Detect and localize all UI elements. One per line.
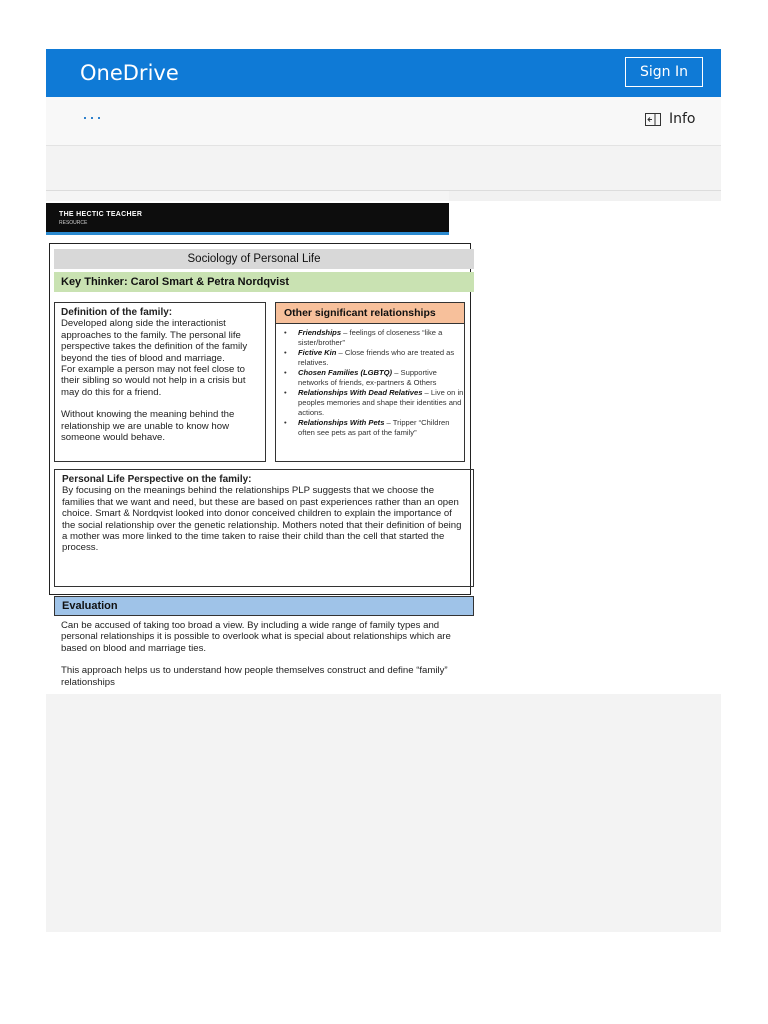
- evaluation-text: [61, 620, 471, 699]
- evaluation-para-2: This approach helps us to understand how people themselves construct and define “family” relationships: [61, 665, 448, 688]
- spacer: [46, 146, 721, 190]
- definition-para-2: For example a person may not feel close to their sibling so would not help in a crisis but may do this for a friend.: [61, 364, 246, 398]
- resource-brand: THE HECTIC TEACHER: [59, 211, 143, 218]
- document-page: [46, 201, 464, 695]
- worksheet-title: Sociology of Personal Life: [54, 249, 474, 269]
- top-bar: [46, 49, 721, 97]
- viewer-top-strip: [46, 191, 449, 201]
- plp-box: [54, 469, 474, 587]
- other-relationships-heading: Other significant relationships: [276, 303, 464, 324]
- resource-header: [46, 203, 449, 235]
- other-relationships-list: [276, 324, 464, 438]
- plp-heading: Personal Life Perspective on the family:: [62, 474, 252, 485]
- list-item: • Friendships – feelings of closeness “like a sister/brother”: [284, 328, 464, 348]
- info-pane-icon: [645, 113, 661, 126]
- viewer-top-strip-right: [449, 191, 721, 201]
- info-label: Info: [669, 111, 696, 127]
- viewer-background: [46, 694, 721, 932]
- list-item: • Relationships With Pets – Tripper “Children often see pets as part of the family”: [284, 418, 464, 438]
- resource-sub: RESOURCE: [59, 220, 88, 226]
- document-viewer[interactable]: [46, 190, 721, 695]
- list-item: • Chosen Families (LGBTQ) – Supportive networks of friends, ex-partners & Others: [284, 368, 464, 388]
- info-button[interactable]: [645, 111, 696, 127]
- key-thinker-bar: Key Thinker: Carol Smart & Petra Nordqvist: [54, 272, 474, 292]
- definition-heading: Definition of the family:: [61, 307, 173, 318]
- definition-box: [54, 302, 266, 462]
- plp-text: By focusing on the meanings behind the relationships PLP suggests that we choose the families that we want and need, but these are based on past experiences rather than an open choice. Smart & Nordqvist looked into donor conceived children to explain the importance of the social relationship over the genetic relationship. Mothers noted that their definition of being a mother was more linked to the time taken to raise their child than the cell that started the process.: [62, 485, 462, 554]
- evaluation-para-1: Can be accused of taking too broad a view. By including a wide range of family types and personal relationships it is possible to overlook what is special about relationships which are based on blood and marriage ties.: [61, 620, 451, 654]
- definition-para-1: Developed along side the interactionist approaches to the family. The personal life perspective takes the definition of the family beyond the ties of blood and marriage.: [61, 318, 248, 364]
- command-bar: [46, 97, 721, 146]
- other-relationships-box: [275, 302, 465, 462]
- list-item: • Relationships With Dead Relatives – Live on in peoples memories and shape their identities and actions.: [284, 388, 464, 418]
- onedrive-frame: [46, 49, 721, 932]
- list-item: • Fictive Kin – Close friends who are treated as relatives.: [284, 348, 464, 368]
- definition-para-3: Without knowing the meaning behind the relationship we are unable to know how someone would behave.: [61, 409, 235, 444]
- more-options-button[interactable]: ···: [82, 107, 103, 127]
- onedrive-logo[interactable]: OneDrive: [80, 61, 179, 85]
- evaluation-heading: Evaluation: [54, 596, 474, 616]
- sign-in-button[interactable]: Sign In: [625, 57, 703, 87]
